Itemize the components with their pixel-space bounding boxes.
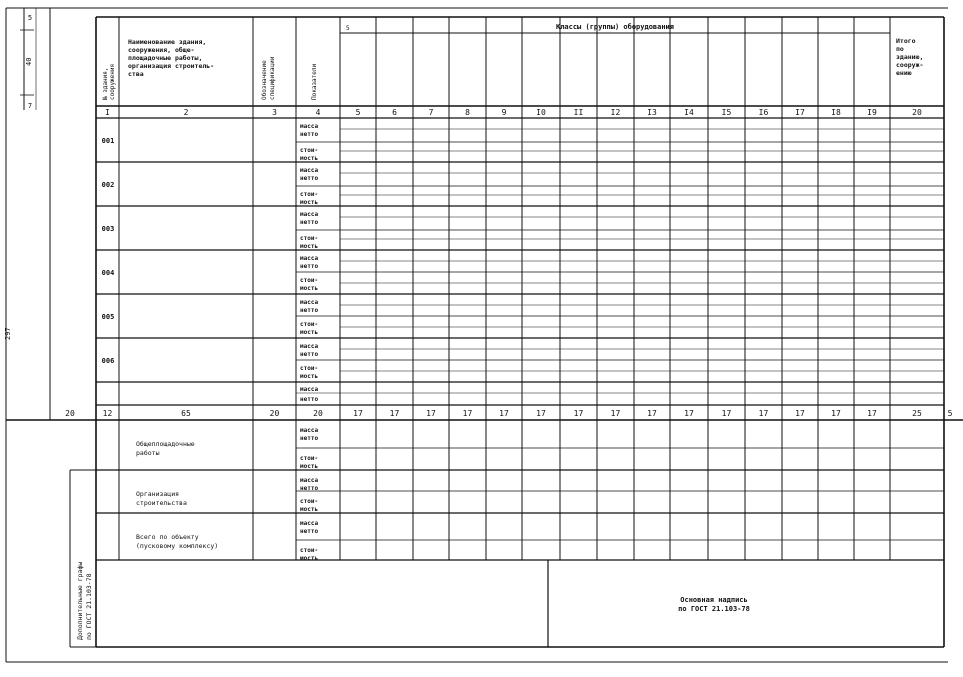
indicator-cost: мость bbox=[300, 555, 319, 562]
column-number: 4 bbox=[315, 108, 321, 117]
indicator-cost: стои- bbox=[300, 147, 319, 154]
column-number: 5 bbox=[355, 108, 361, 117]
row-code: 002 bbox=[101, 181, 115, 189]
row-code: 003 bbox=[101, 225, 115, 233]
column-number: I5 bbox=[721, 108, 732, 117]
row-code: 004 bbox=[101, 269, 115, 277]
indicator-mass: нетто bbox=[300, 307, 319, 314]
column-number: I9 bbox=[867, 108, 877, 117]
column-width: 17 bbox=[353, 409, 363, 418]
table-grid bbox=[6, 8, 963, 662]
column-width: 20 bbox=[269, 409, 280, 418]
indicator-cost: мость bbox=[300, 463, 319, 470]
indicator-mass: нетто bbox=[300, 131, 319, 138]
column-number: I7 bbox=[795, 108, 805, 117]
column-number: I0 bbox=[536, 108, 546, 117]
header-spec: Обозначение bbox=[261, 60, 268, 100]
column-width: 17 bbox=[647, 409, 657, 418]
column-number: I2 bbox=[610, 108, 621, 117]
indicator-mass: масса bbox=[300, 427, 319, 434]
summary-label: работы bbox=[136, 449, 160, 457]
column-width: 17 bbox=[536, 409, 546, 418]
indicator-cost: мость bbox=[300, 506, 319, 513]
indicator-cost: стои- bbox=[300, 547, 319, 554]
column-width: 17 bbox=[795, 409, 805, 418]
width-right: 5 bbox=[947, 409, 953, 418]
width-left: 20 bbox=[65, 409, 75, 418]
column-number: II bbox=[573, 108, 584, 117]
header-indicators: Показатели bbox=[311, 63, 318, 100]
summary-label: Всего по объекту bbox=[136, 533, 199, 541]
header-spec: спецификации bbox=[269, 56, 276, 100]
column-number: I4 bbox=[684, 108, 694, 117]
indicator-mass: масса bbox=[300, 255, 319, 262]
column-number: 9 bbox=[501, 108, 507, 117]
column-width: 17 bbox=[573, 409, 584, 418]
column-width: 17 bbox=[499, 409, 509, 418]
header-building-no: сооружения bbox=[109, 63, 116, 100]
indicator-cost: стои- bbox=[300, 277, 319, 284]
header-building-name: Наименование здания, bbox=[128, 38, 207, 46]
header-total: зданию, bbox=[896, 53, 924, 61]
indicator-mass: нетто bbox=[300, 485, 319, 492]
column-width: 17 bbox=[758, 409, 769, 418]
header-class-corner: 5 bbox=[346, 25, 350, 32]
row-code: 001 bbox=[101, 137, 115, 145]
header-total: по bbox=[896, 45, 904, 53]
dim-bottom: 7 bbox=[27, 102, 33, 110]
dim-top: 5 bbox=[27, 14, 33, 22]
indicator-cost: мость bbox=[300, 155, 319, 162]
column-width: 25 bbox=[912, 409, 922, 418]
stamp-label: по ГОСТ 21.103-78 bbox=[678, 605, 750, 613]
header-building-name: организация строитель- bbox=[128, 62, 215, 70]
indicator-mass: масса bbox=[300, 343, 319, 350]
header-total: сооруж- bbox=[896, 61, 924, 69]
column-number: 20 bbox=[912, 108, 922, 117]
column-width: 17 bbox=[684, 409, 694, 418]
indicator-cost: стои- bbox=[300, 498, 319, 505]
column-width: 17 bbox=[867, 409, 877, 418]
column-width: 65 bbox=[181, 409, 191, 418]
indicator-cost: мость bbox=[300, 243, 319, 250]
indicator-mass: масса bbox=[300, 386, 319, 393]
header-total: Итого bbox=[896, 37, 916, 45]
header-building-name: сооружения, обще- bbox=[128, 46, 195, 54]
column-width: 17 bbox=[426, 409, 436, 418]
column-width: 17 bbox=[462, 409, 473, 418]
indicator-mass: нетто bbox=[300, 175, 319, 182]
indicator-mass: масса bbox=[300, 167, 319, 174]
indicator-mass: нетто bbox=[300, 219, 319, 226]
indicator-cost: стои- bbox=[300, 235, 319, 242]
column-width: 20 bbox=[313, 409, 323, 418]
summary-label: (пусковому комплексу) bbox=[136, 542, 219, 550]
indicator-cost: мость bbox=[300, 199, 319, 206]
column-number: 3 bbox=[272, 108, 277, 117]
indicator-cost: стои- bbox=[300, 365, 319, 372]
column-number: 2 bbox=[183, 108, 189, 117]
indicator-mass: масса bbox=[300, 477, 319, 484]
column-number: I8 bbox=[831, 108, 841, 117]
header-building-name: площадочные работы, bbox=[128, 54, 203, 62]
header-building-name: ства bbox=[128, 70, 144, 78]
summary-label: строительства bbox=[136, 499, 187, 507]
column-number: I6 bbox=[758, 108, 769, 117]
column-number: 7 bbox=[428, 108, 434, 117]
column-number: 6 bbox=[392, 108, 397, 117]
summary-label: Общеплощадочные bbox=[136, 440, 195, 448]
header-building-no: № здания, bbox=[102, 67, 109, 100]
column-width: 17 bbox=[721, 409, 732, 418]
column-number: 8 bbox=[465, 108, 470, 117]
summary-label: Организация bbox=[136, 490, 180, 498]
indicator-cost: мость bbox=[300, 285, 319, 292]
indicator-cost: стои- bbox=[300, 321, 319, 328]
row-code: 006 bbox=[101, 357, 115, 365]
indicator-cost: мость bbox=[300, 373, 319, 380]
indicator-mass: нетто bbox=[300, 435, 319, 442]
indicator-mass: масса bbox=[300, 520, 319, 527]
indicator-mass: масса bbox=[300, 211, 319, 218]
stamp-label: Основная надпись bbox=[680, 596, 748, 604]
dim-mid: 40 bbox=[25, 57, 33, 66]
column-width: 17 bbox=[389, 409, 400, 418]
dim-height: 297 bbox=[4, 327, 12, 340]
row-code: 005 bbox=[101, 313, 115, 321]
indicator-mass: нетто bbox=[300, 396, 319, 403]
indicator-mass: нетто bbox=[300, 263, 319, 270]
header-total: ению bbox=[896, 69, 912, 77]
indicator-mass: масса bbox=[300, 299, 319, 306]
side-label: Дополнительные графы bbox=[76, 561, 84, 640]
indicator-cost: стои- bbox=[300, 455, 319, 462]
column-width: 17 bbox=[831, 409, 841, 418]
column-number: I bbox=[105, 108, 110, 117]
column-width: 17 bbox=[610, 409, 621, 418]
indicator-mass: нетто bbox=[300, 351, 319, 358]
indicator-cost: мость bbox=[300, 329, 319, 336]
column-width: 12 bbox=[102, 409, 113, 418]
indicator-mass: масса bbox=[300, 123, 319, 130]
indicator-mass: нетто bbox=[300, 528, 319, 535]
header-equipment-classes: Классы (группы) оборудования bbox=[555, 23, 675, 31]
column-number: I3 bbox=[647, 108, 657, 117]
side-label: по ГОСТ 21.103-78 bbox=[85, 573, 93, 640]
indicator-cost: стои- bbox=[300, 191, 319, 198]
